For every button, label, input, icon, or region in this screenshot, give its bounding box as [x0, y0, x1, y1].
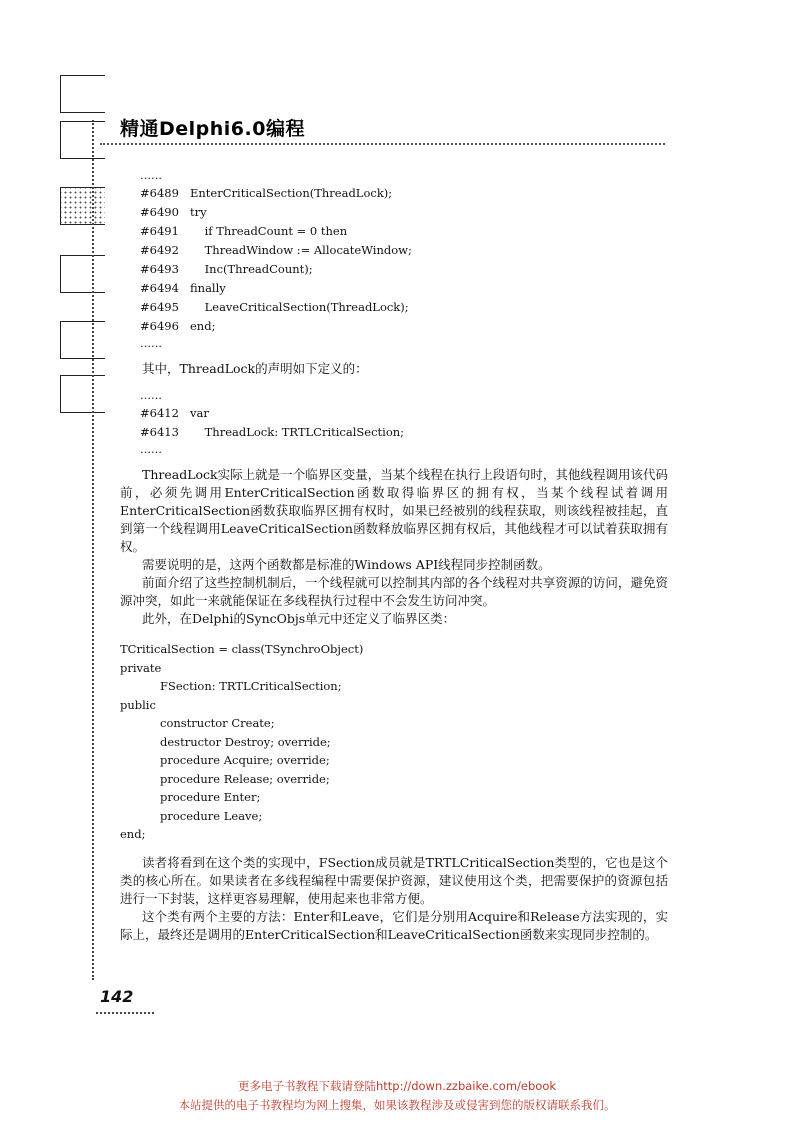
decl-line: TCriticalSection = class(TSynchroObject) [120, 642, 364, 656]
paragraph: 需要说明的是，这两个函数都是标准的Windows API线程同步控制函数。 [142, 557, 551, 572]
line-number: #6413 [140, 425, 179, 439]
page-number-rule [96, 1012, 154, 1014]
code-line [120, 203, 668, 222]
code-text: if ThreadCount = 0 then [190, 224, 348, 238]
paragraph: ThreadLock实际上就是一个临界区变量，当某个线程在执行上段语句时，其他线程调用该代码前，必须先调用EnterCriticalSection函数取得临界区的拥有权，当某个线程试着调用EnterCriticalSection函数获取临界区拥有权时，如果已经被别的线程获取，则该线程被挂起，直到第一个线程调用LeaveCriticalSection函数释放临界区拥有权后，其他线程才可以试着获取拥有权。 [120, 467, 668, 554]
margin-box [60, 187, 105, 225]
ellipsis: …… [140, 169, 162, 182]
footer-copyright-notice: 本站提供的电子书教程均为网上搜集，如果该教程涉及或侵害到您的版权请联系我们。 [178, 1098, 616, 1112]
line-number: #6495 [140, 300, 179, 314]
code-text: EnterCriticalSection(ThreadLock); [190, 186, 393, 200]
decl-line: FSection: TRTLCriticalSection; [160, 679, 342, 693]
margin-dotted-rule [92, 120, 94, 980]
paragraph: 此外，在Delphi的SyncObjs单元中还定义了临界区类： [142, 611, 456, 626]
code-text: ThreadWindow := AllocateWindow; [190, 243, 412, 257]
code-text: LeaveCriticalSection(ThreadLock); [190, 300, 409, 314]
decl-line: destructor Destroy; override; [160, 734, 331, 749]
code-line [120, 241, 668, 260]
header-divider [100, 143, 665, 145]
decl-line: procedure Release; override; [160, 771, 330, 786]
code-text: ThreadLock: TRTLCriticalSection; [190, 425, 405, 439]
margin-box [60, 375, 105, 413]
decl-line: constructor Create; [160, 716, 275, 730]
page-number: 142 [100, 987, 134, 1006]
line-number: #6491 [140, 224, 179, 238]
code-line [120, 404, 668, 423]
margin-box [60, 121, 105, 159]
code-line [120, 298, 668, 317]
decl-line: private [120, 660, 162, 675]
line-number: #6492 [140, 243, 179, 257]
page-body [120, 168, 668, 944]
margin-box [60, 321, 105, 359]
code-line [120, 279, 668, 298]
paragraph: 前面介绍了这些控制机制后，一个线程就可以控制其内部的各个线程对共享资源的访问，避免资源冲突，如此一来就能保证在多线程执行过程中不会发生访问冲突。 [120, 575, 668, 608]
code-block [120, 388, 668, 458]
line-number: #6494 [140, 281, 179, 295]
line-number: #6493 [140, 262, 179, 276]
code-line [120, 222, 668, 241]
code-text: var [190, 406, 209, 420]
code-block [120, 168, 668, 352]
line-number: #6490 [140, 205, 179, 219]
code-line [120, 423, 668, 442]
decl-line: procedure Enter; [160, 790, 261, 804]
code-text: end; [190, 319, 216, 333]
margin-box [60, 255, 105, 293]
line-number: #6412 [140, 406, 179, 420]
ellipsis: …… [140, 337, 162, 350]
book-header-title: 精通Delphi6.0编程 [120, 118, 305, 140]
paragraph: 这个类有两个主要的方法：Enter和Leave，它们是分别用Acquire和Release方法实现的，实际上，最终还是调用的EnterCriticalSection和LeaveCriticalSection函数来实现同步控制的。 [120, 908, 668, 942]
paragraph: 读者将看到在这个类的实现中，FSection成员就是TRTLCriticalSection类型的，它也是这个类的核心所在。如果读者在多线程编程中需要保护资源，建议使用这个类，把需要保护的资源包括进行一下封装，这样更容易理解，使用起来也非常方便。 [120, 854, 668, 906]
code-line [120, 260, 668, 279]
code-text: Inc(ThreadCount); [190, 262, 313, 276]
decl-line: end; [120, 827, 146, 841]
ellipsis: …… [140, 443, 162, 456]
paragraph: 其中，ThreadLock的声明如下定义的： [142, 361, 368, 376]
ellipsis: …… [140, 389, 162, 402]
margin-box [60, 75, 105, 113]
class-declaration [120, 640, 668, 844]
decl-line: procedure Leave; [160, 808, 263, 823]
code-text: finally [190, 281, 226, 295]
footer-download-link[interactable]: 更多电子书教程下载请登陆http://down.zzbaike.com/ebook [237, 1079, 557, 1093]
decl-line: procedure Acquire; override; [160, 753, 330, 767]
code-line [120, 184, 668, 203]
line-number: #6496 [140, 319, 179, 333]
decl-line: public [120, 697, 156, 712]
code-text: try [190, 205, 207, 219]
code-line [120, 317, 668, 336]
line-number: #6489 [140, 186, 179, 200]
